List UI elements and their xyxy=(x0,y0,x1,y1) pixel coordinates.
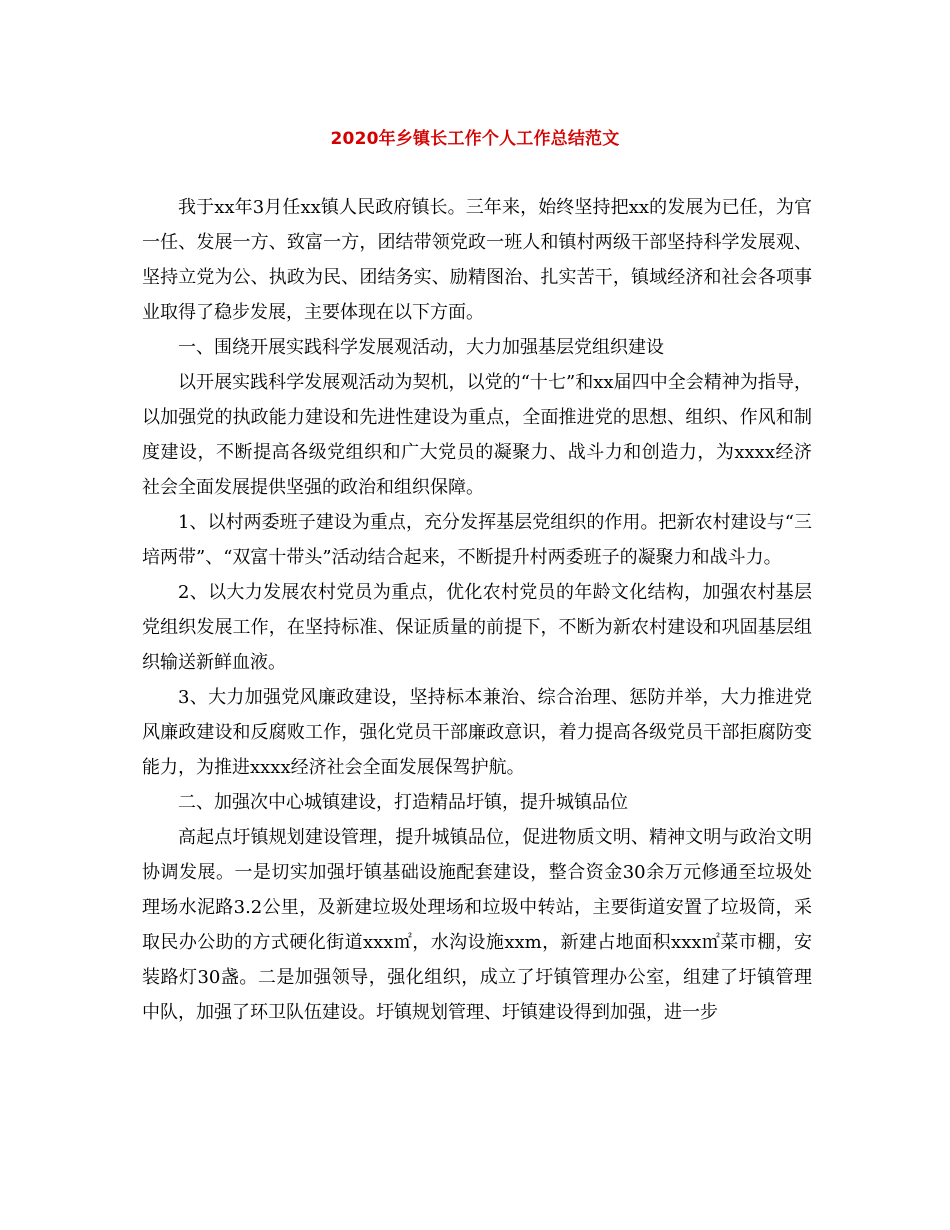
section-heading-2: 二、加强次中心城镇建设，打造精品圩镇，提升城镇品位 xyxy=(178,792,628,813)
paragraph-section-1: 以开展实践科学发展观活动为契机，以党的“十七”和xx届四中全会精神为指导，以加强党的执政能力建设和先进性建设为重点，全面推进党的思想、组织、作风和制度建设，不断提高各级党组织和广大党员的凝聚力、战斗力和创造力，为xxxx经济社会全面发展提供坚强的政治和组织保障。 xyxy=(142,372,812,498)
paragraph-item-2: 2、以大力发展农村党员为重点，优化农村党员的年龄文化结构，加强农村基层党组织发展工作，在坚持标准、保证质量的前提下，不断为新农村建设和巩固基层组织输送新鲜血液。 xyxy=(142,582,812,673)
paragraph-item-3: 3、大力加强党风廉政建设，坚持标本兼治、综合治理、惩防并举，大力推进党风廉政建设和反腐败工作，强化党员干部廉政意识，着力提高各级党员干部拒腐防变能力，为推进xxxx经济社会全面发展保驾护航。 xyxy=(142,687,812,778)
document-title: 2020年乡镇长工作个人工作总结范文 xyxy=(330,129,620,149)
section-heading-1: 一、围绕开展实践科学发展观活动，大力加强基层党组织建设 xyxy=(178,337,664,358)
document-body xyxy=(142,190,812,1030)
paragraph-intro: 我于xx年3月任xx镇人民政府镇长。三年来，始终坚持把xx的发展为已任，为官一任、发展一方、致富一方，团结带领党政一班人和镇村两级干部坚持科学发展观、坚持立党为公、执政为民、团结务实、励精图治、扎实苦干，镇域经济和社会各项事业取得了稳步发展，主要体现在以下方面。 xyxy=(142,197,812,323)
paragraph-item-1: 1、以村两委班子建设为重点，充分发挥基层党组织的作用。把新农村建设与“三培两带”、“双富十带头”活动结合起来，不断提升村两委班子的凝聚力和战斗力。 xyxy=(142,512,812,568)
paragraph-section-2: 高起点圩镇规划建设管理，提升城镇品位，促进物质文明、精神文明与政治文明协调发展。一是切实加强圩镇基础设施配套建设，整合资金30余万元修通至垃圾处理场水泥路3.2公里，及新建垃圾处理场和垃圾中转站，主要街道安置了垃圾筒，采取民办公助的方式硬化街道xxx㎡，水沟设施xxm，新建占地面积xxx㎡菜市棚，安装路灯30盏。二是加强领导，强化组织，成立了圩镇管理办公室，组建了圩镇管理中队，加强了环卫队伍建设。圩镇规划管理、圩镇建设得到加强，进一步 xyxy=(142,827,812,1023)
